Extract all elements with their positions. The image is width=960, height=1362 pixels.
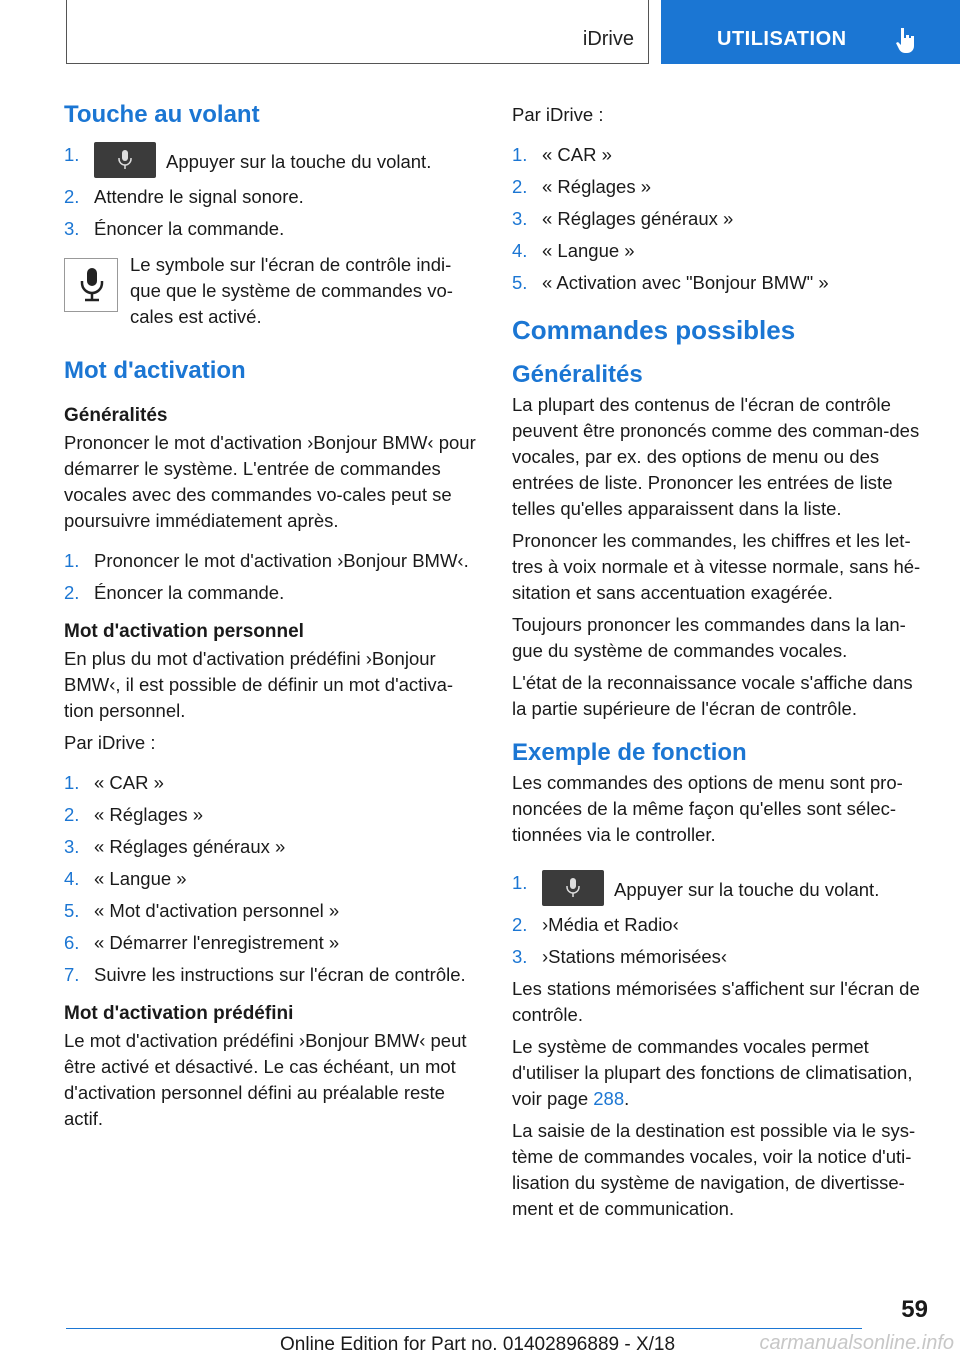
paragraph: En plus du mot d'activation prédéfini ›Bonjour BMW‹, il est possible de définir un mot d'activa-tion personnel.	[64, 648, 454, 721]
list-item: 6. « Démarrer l'enregistrement »	[64, 932, 340, 953]
right-column	[512, 98, 927, 1222]
list-item: 4. « Langue »	[64, 868, 187, 889]
header-section-tab	[66, 0, 649, 64]
heading-touche-volant: Touche au volant	[64, 101, 260, 128]
paragraph: Le mot d'activation prédéfini ›Bonjour BMW‹ peut être activé et désactivé. Le cas échéant, un mot d'activation personnel défini au préalable reste actif.	[64, 1030, 467, 1129]
microphone-icon	[116, 149, 134, 171]
heading-exemple-fonction: Exemple de fonction	[512, 739, 747, 766]
list-item: 1. « CAR »	[64, 772, 164, 793]
steps-personnel	[64, 770, 479, 988]
list-item: 3. Énoncer la commande.	[64, 218, 285, 239]
list-item: 1. Appuyer sur la touche du volant.	[512, 870, 927, 906]
paragraph: L'état de la reconnaissance vocale s'affiche dans la partie supérieure de l'écran de contrôle.	[512, 672, 913, 719]
list-item: 5. « Mot d'activation personnel »	[64, 900, 340, 921]
voice-button-key	[94, 142, 156, 178]
paragraph: Les commandes des options de menu sont pro-noncées de la même façon qu'elles sont sélec-tionnées via le controller.	[512, 772, 903, 845]
footer-divider	[66, 1328, 862, 1329]
page-link[interactable]: 288	[593, 1088, 625, 1109]
list-item: 5. « Activation avec "Bonjour BMW" »	[512, 272, 829, 293]
list-item: 3. ›Stations mémorisées‹	[512, 946, 728, 967]
list-item: 2. « Réglages »	[64, 804, 204, 825]
heading-generalites: Généralités	[512, 361, 643, 388]
steps-idrive	[512, 142, 927, 296]
paragraph: La saisie de la destination est possible via le sys-tème de commandes vocales, voir la notice d'uti-lisation du système de navigation, de divertisse-ment et de communication.	[512, 1120, 916, 1219]
list-item: 1. Prononcer le mot d'activation ›Bonjour BMW‹.	[64, 550, 469, 571]
steps-touche-volant	[64, 142, 479, 242]
paragraph: La plupart des contenus de l'écran de contrôle peuvent être prononcés comme des comman-des vocales, par ex. des options de menu ou des entrées de liste. Prononcer les entrées de liste telles qu'elles apparaissent dans la liste.	[512, 394, 920, 519]
left-column	[64, 98, 479, 1132]
steps-generalites	[64, 548, 479, 606]
paragraph: Prononcer les commandes, les chiffres et les let-tres à voix normale et à vitesse normale, sans hé-sitation et sans accentuation exagérée.	[512, 530, 921, 603]
voice-active-note	[64, 252, 479, 336]
paragraph: Les stations mémorisées s'affichent sur l'écran de contrôle.	[512, 978, 920, 1025]
list-item: 2. Énoncer la commande.	[64, 582, 285, 603]
chapter-title: UTILISATION	[717, 28, 847, 50]
paragraph: Par iDrive :	[512, 104, 604, 125]
voice-button-key	[542, 870, 604, 906]
subheading-generalites: Généralités	[64, 405, 168, 426]
heading-commandes-possibles: Commandes possibles	[512, 315, 796, 345]
list-item: 7. Suivre les instructions sur l'écran de contrôle.	[64, 964, 466, 985]
list-item: 4. « Langue »	[512, 240, 635, 261]
watermark: carmanualsonline.info	[759, 1332, 954, 1354]
list-item: 2. ›Média et Radio‹	[512, 914, 679, 935]
paragraph: Par iDrive :	[64, 732, 156, 753]
heading-mot-activation: Mot d'activation	[64, 357, 246, 384]
paragraph: Prononcer le mot d'activation ›Bonjour BMW‹ pour démarrer le système. L'entrée de commandes vocales avec des commandes vo-cales peut se poursuivre immédiatement après.	[64, 432, 476, 531]
paragraph: Le système de commandes vocales permet d'utiliser la plupart des fonctions de climatisation, voir page 288.	[512, 1036, 913, 1109]
note-text: Le symbole sur l'écran de contrôle indi-que que le système de commandes vo-cales est activé.	[130, 254, 453, 327]
header-chapter-tab	[661, 0, 960, 64]
list-item: 2. « Réglages »	[512, 176, 652, 197]
list-item: 2. Attendre le signal sonore.	[64, 186, 304, 207]
subheading-predefini: Mot d'activation prédéfini	[64, 1003, 294, 1024]
steps-exemple	[512, 870, 927, 970]
paragraph: Toujours prononcer les commandes dans la lan-gue du système de commandes vocales.	[512, 614, 906, 661]
list-item: 3. « Réglages généraux »	[512, 208, 734, 229]
list-item: 3. « Réglages généraux »	[64, 836, 286, 857]
list-item: 1. Appuyer sur la touche du volant.	[64, 142, 479, 178]
pointing-hand-icon	[895, 26, 917, 54]
subheading-personnel: Mot d'activation personnel	[64, 621, 304, 642]
footer-edition: Online Edition for Part no. 01402896889 - X/18	[280, 1334, 676, 1355]
page-number: 59	[901, 1296, 928, 1323]
microphone-icon	[78, 266, 106, 304]
voice-active-symbol	[64, 258, 118, 312]
list-item: 1. « CAR »	[512, 144, 612, 165]
section-title: iDrive	[582, 28, 634, 50]
microphone-icon	[564, 877, 582, 899]
